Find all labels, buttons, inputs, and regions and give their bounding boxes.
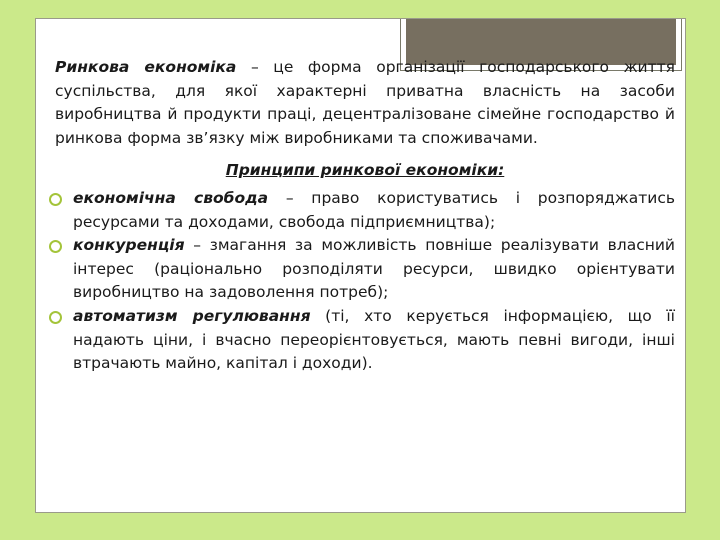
ring-bullet-icon — [49, 193, 62, 206]
slide-content — [55, 56, 675, 376]
definition-paragraph — [55, 56, 675, 150]
principle-text: (ті, хто керується інформацією, що її надають ціни, і вчасно переорієнтовується, мають певні вигоди, інші втрачають майно, капітал і доходи). — [73, 306, 675, 373]
principle-term: конкуренція — [73, 236, 185, 255]
list-item — [55, 234, 675, 305]
ring-bullet-icon — [49, 311, 62, 324]
definition-text: – це форма організації господарського життя суспільства, для якої характерні приватна власність на засоби виробництва й продукти праці, децентралізоване сімейне господарство й ринкова форма зв’язку між виробниками та споживачами. — [55, 58, 676, 147]
list-item — [55, 187, 675, 234]
principle-text: – право користуватись і розпоряджатись ресурсами та доходами, свобода підприємництва); — [73, 188, 676, 231]
definition-term: Ринкова економіка — [55, 58, 237, 76]
principles-list — [55, 187, 675, 376]
principle-text: – змагання за можливість повніше реалізувати власний інтерес (раціонально розподіляти ресурси, швидко орієнтувати виробництво на задоволення потреб); — [73, 236, 675, 302]
list-item — [55, 305, 675, 376]
principle-term: автоматизм регулювання — [73, 306, 311, 325]
principles-title: Принципи ринкової економіки: — [225, 161, 505, 180]
ring-bullet-icon — [49, 240, 62, 253]
principle-term: економічна свобода — [73, 188, 269, 207]
